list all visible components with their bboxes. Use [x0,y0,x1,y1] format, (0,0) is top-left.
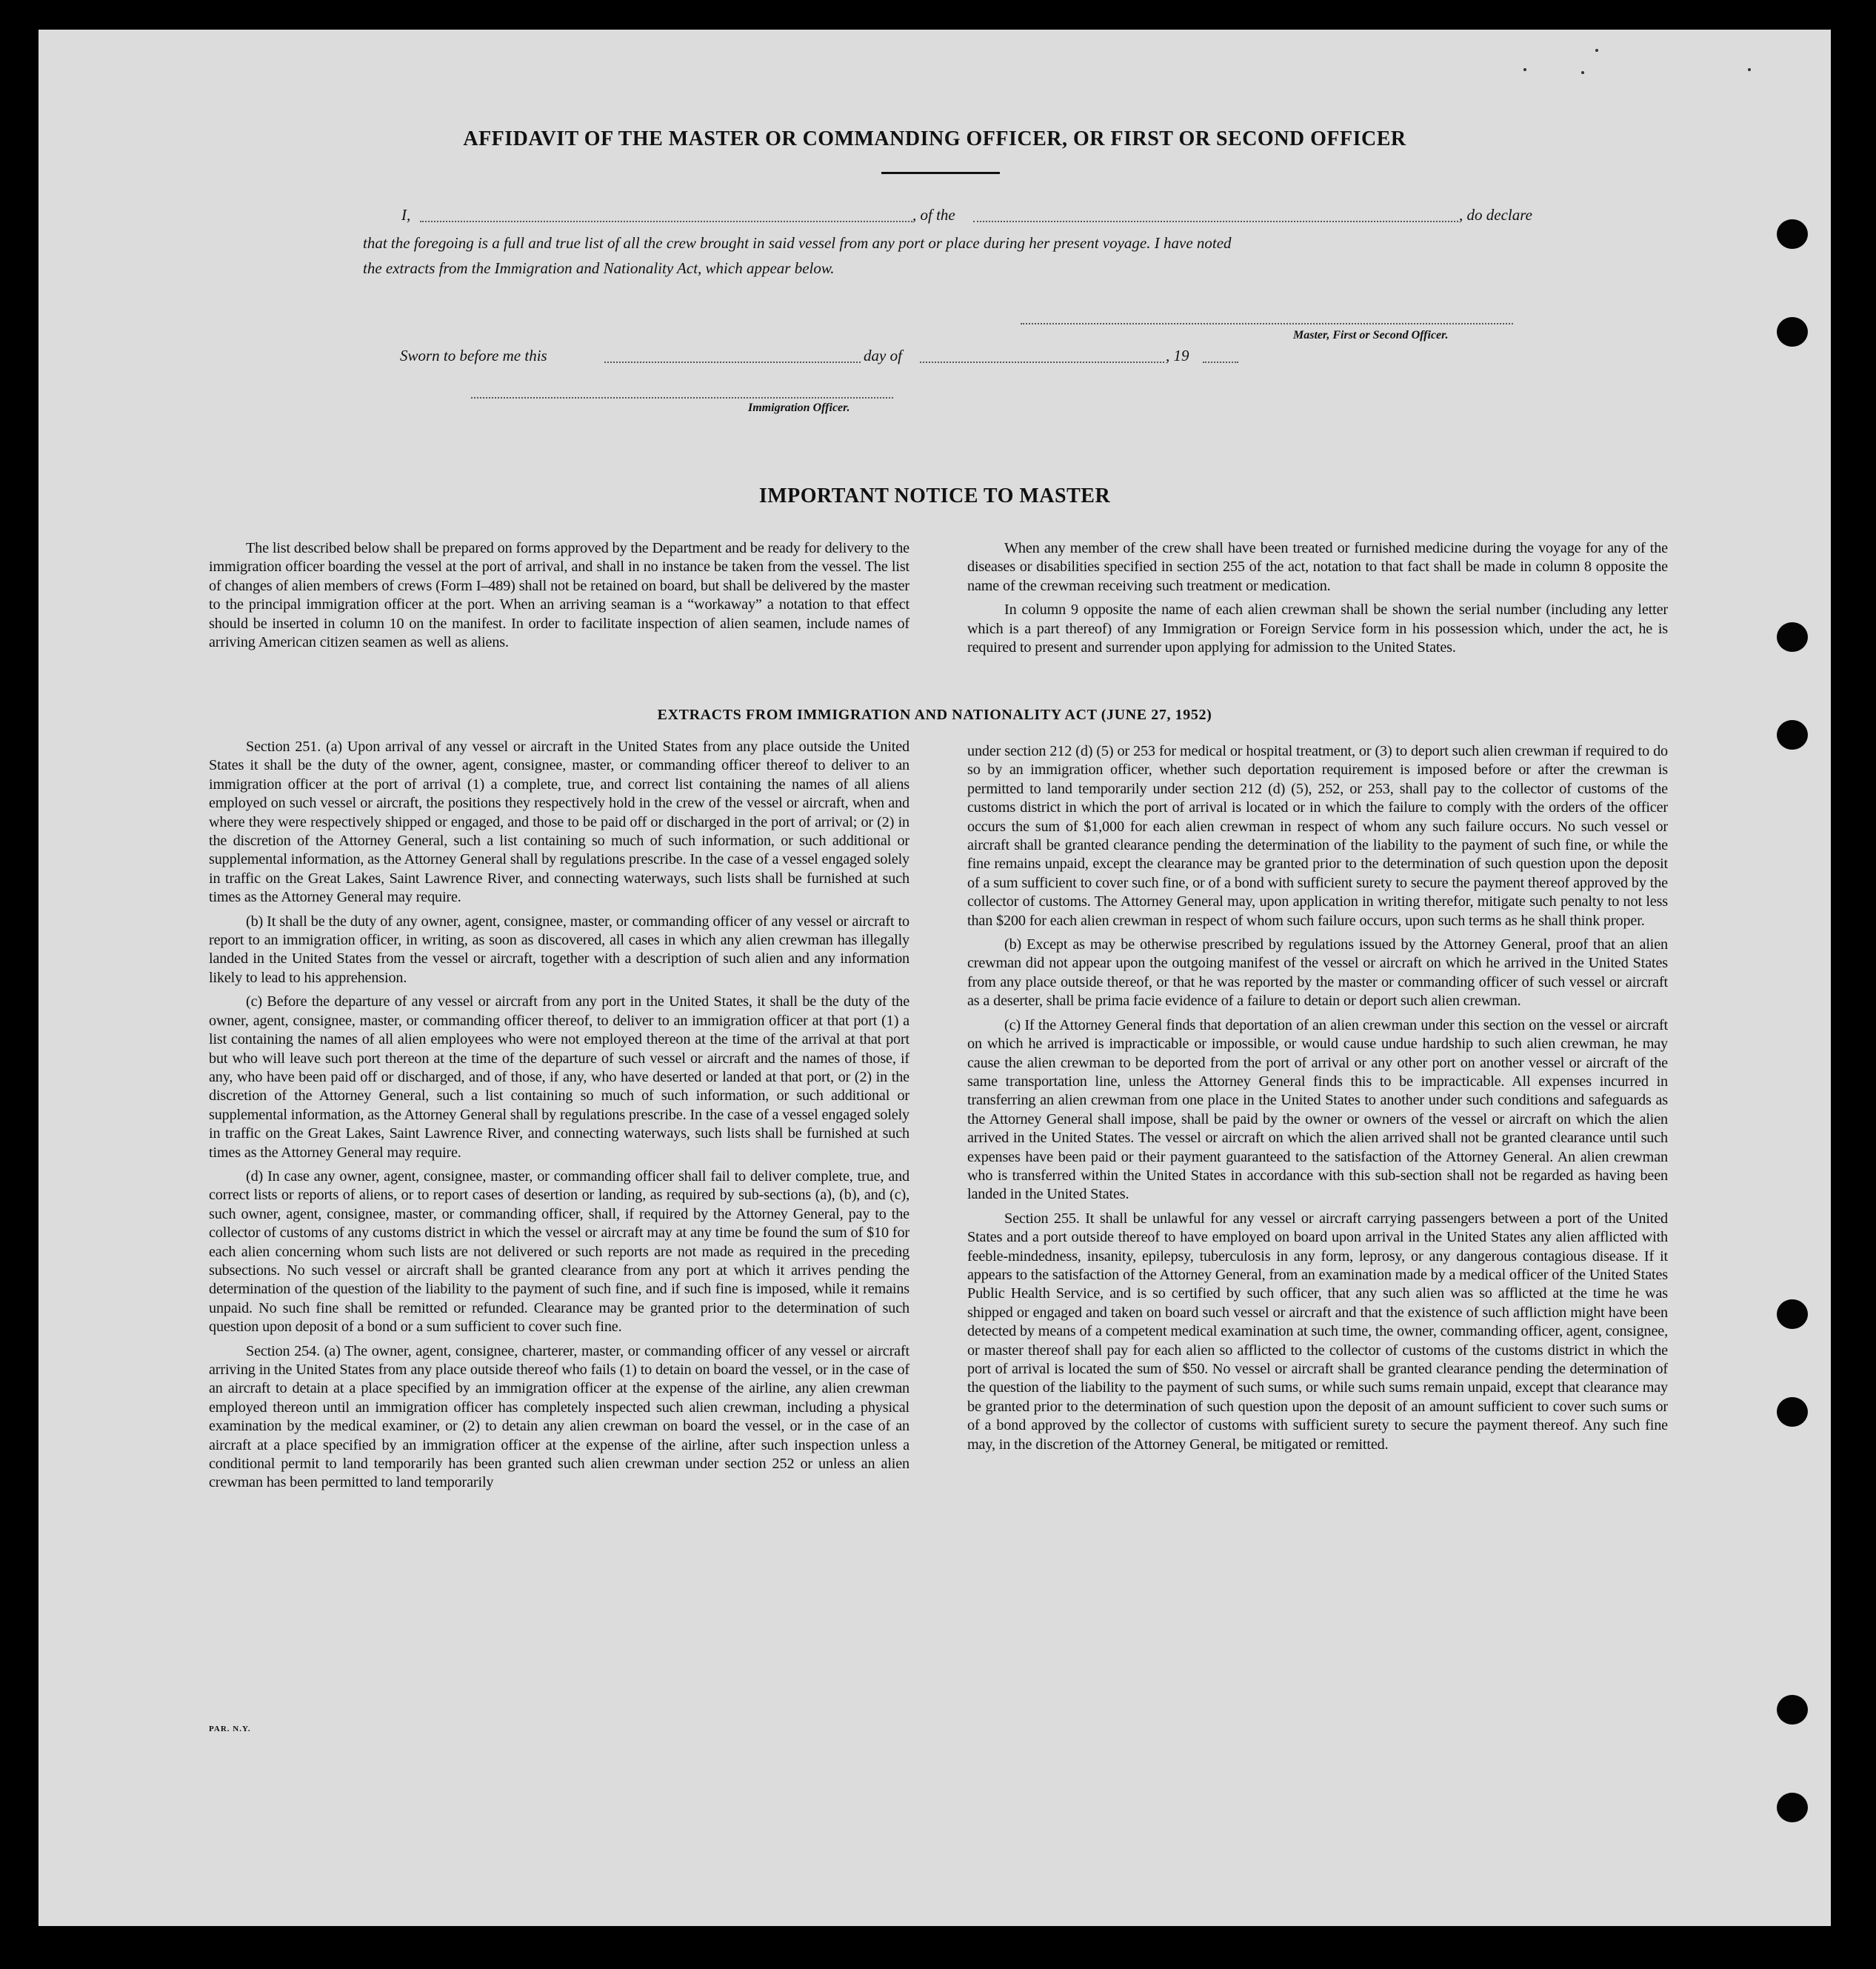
sworn-label: Sworn to before me this [400,347,547,364]
section-254-b: (b) Except as may be otherwise prescribed by regulations issued by the Attorney General, proof that an alien crewman did not appear upon the outgoing manifest of the vessel or aircraft on which he arrived in the United States from any place outside thereof, or that he was reported by the master or commanding officer of such vessel or aircraft as a deserter, shall be prima facie evidence of a failure to detain or deport such alien crewman. [967,936,1668,1010]
speck [1595,49,1598,52]
year-label: , 19 [1166,347,1189,364]
master-signature-line [1021,323,1513,324]
printer-imprint: PAR. N.Y. [209,1725,251,1733]
sworn-day-line [604,362,861,363]
binder-hole [1777,317,1808,347]
binder-hole [1777,622,1808,652]
binder-hole [1777,1793,1808,1822]
declaration-line-3: the extracts from the Immigration and Nationality Act, which appear below. [363,259,835,277]
notice-right-column [967,539,1668,662]
binder-hole [1777,219,1808,249]
i-label: I, [401,206,411,224]
vessel-line [973,221,1458,222]
name-line [420,221,912,222]
section-251-b: (b) It shall be the duty of any owner, agent, consignee, master, or commanding officer of any vessel or aircraft to report to an immigration officer, in writing, as soon as discovered, all cases in which any alien crewman has illegally landed in the United States from the vessel or aircraft, together with a description of such alien and any information likely to lead to his apprehension. [209,913,909,986]
section-251-d: (d) In case any owner, agent, consignee, master, or commanding officer shall fail to deliver complete, true, and correct lists or reports of aliens, or to report cases of desertion or landing, as required by sub-sections (a), (b), and (c), such owner, agent, consignee, master, or commanding officer, shall, if required by the Attorney General, pay to the collector of customs of any customs district in which the vessel or aircraft may at any time be found the sum of $10 for each alien concerning whom such lists are not delivered or such reports are not made as required in the preceding subsections. No such vessel or aircraft shall be granted clearance from any port at which it arrives pending the determination of the question of the liability to the payment of such fine, and if such fine is imposed, while it remains unpaid. No such fine shall be remitted or refunded. Clearance may be granted prior to the determination of such question upon deposit of a bond or a sum sufficient to cover such fine. [209,1167,909,1336]
declaration-line-2: that the foregoing is a full and true list of all the crew brought in said vessel from any port or place during her present voyage. I have noted [363,234,1232,252]
section-251-a: Section 251. (a) Upon arrival of any vessel or aircraft in the United States from any place outside the United States it shall be the duty of the owner, agent, consignee, master, or commanding officer thereof to deliver to an immigration officer at the port of arrival (1) a complete, true, and correct list containing the names of all aliens employed on such vessel or aircraft, the positions they respectively hold in the crew of the vessel or aircraft, when and where they were respectively shipped or engaged, and those to be paid off or discharged in the port of arrival; or (2) in the discretion of the Attorney General, such a list containing so much of such information, or such additional or supplemental information, as the Attorney General shall by regulations prescribe. In the case of a vessel engaged solely in traffic on the Great Lakes, Saint Lawrence River, and connecting waterways, such lists shall be furnished at such times as the Attorney General may require. [209,739,909,906]
extracts-title: EXTRACTS FROM IMMIGRATION AND NATIONALITY ACT (JUNE 27, 1952) [657,707,1212,723]
notice-left-column [209,539,909,657]
extracts-right-column [967,742,1668,1459]
binder-hole [1777,1397,1808,1427]
speck [1748,68,1751,71]
sworn-month-line [920,362,1164,363]
title-rule [881,172,1000,174]
officer-signature-label: Immigration Officer. [748,402,850,414]
notice-title: IMPORTANT NOTICE TO MASTER [758,484,1111,507]
officer-signature-line [471,397,893,399]
day-of-label: day of [864,347,902,364]
master-signature-label: Master, First or Second Officer. [1293,329,1449,342]
of-the-label: , of the [912,206,955,224]
notice-right-paragraph-1: When any member of the crew shall have been treated or furnished medicine during the voyage for any of the diseases or disabilities specified in section 255 of the act, notation to that fact shall be made in column 8 opposite the name of the crewman receiving such treatment or medication. [967,540,1668,594]
sworn-year-line [1203,362,1238,363]
section-254-c: (c) If the Attorney General finds that deportation of an alien crewman under this section on the vessel or aircraft on which he arrived is impracticable or impossible, or would cause undue hardship to such alien crewman, he may cause the alien crewman to be deported from the port of arrival or any other port on another vessel or aircraft of the same transportation line, unless the Attorney General finds this to be impracticable. All expenses incurred in transferring an alien crewman from one place in the United States to another under such conditions and safeguards as the Attorney General shall impose, shall be paid by the owner or owners of the vessel or aircraft on which the alien arrived in the United States. The vessel or aircraft on which the alien arrived shall not be granted clearance until such expenses have been paid or their payment guaranteed to the satisfaction of the Attorney General. An alien crewman who is transferred within the United States in accordance with this sub-section shall not be regarded as having been landed in the United States. [967,1016,1668,1203]
do-declare-label: , do declare [1459,206,1532,224]
affidavit-title: AFFIDAVIT OF THE MASTER OR COMMANDING OFFICER, OR FIRST OR SECOND OFFICER [463,127,1406,150]
binder-hole [1777,1695,1808,1725]
extracts-left-column [209,738,909,1498]
section-254-a-continued: under section 212 (d) (5) or 253 for medical or hospital treatment, or (3) to deport such alien crewman if required to do so by an immigration officer, whether such deportation requirement is imposed before or after the crewman is permitted to land temporarily under section 212 (d) (5), 252, or 253, shall pay to the collector of customs of the customs district in which the port of arrival is located or in which the failure to comply with the orders of the officer occurs the sum of $1,000 for each alien crewman in respect of whom any such failure occurs. No such vessel or aircraft shall be granted clearance pending the determination of the liability to the payment of such fine, or while the fine remains unpaid, except the clearance may be granted prior to the determination of such question upon the deposit of a sum sufficient to cover such fine, or of a bond with sufficient surety to secure the payment thereof approved by the collector of customs. The Attorney General may, upon application in writing therefor, mitigate such penalty to not less than $200 for each alien crewman in respect of whom such failure occurs, upon such terms as he shall think proper. [967,743,1668,929]
speck [1523,68,1526,71]
section-254-a: Section 254. (a) The owner, agent, consignee, charterer, master, or commanding officer of any vessel or aircraft arriving in the United States from any place outside thereof who fails (1) to detain on board the vessel, or in the case of an aircraft to detain at a place specified by an immigration officer at the expense of the airline, any alien crewman employed thereon until an immigration officer has completely inspected such alien crewman, including a physical examination by the medical examiner, or (2) to detain any alien crewman on board the vessel, or in the case of an aircraft at a place specified by an immigration officer at the expense of the airline, after such inspection unless a conditional permit to land temporarily has been granted such alien crewman under section 252 or unless an alien crewman has been permitted to land temporarily [209,1342,909,1491]
speck [1581,71,1584,74]
document-page [39,30,1831,1926]
binder-hole [1777,1299,1808,1329]
notice-right-paragraph-2: In column 9 opposite the name of each alien crewman shall be shown the serial number (including any letter which is a part thereof) of any Immigration or Foreign Service form in his possession which, under the act, he is required to present and surrender upon applying for admission to the United States. [967,602,1668,656]
notice-left-paragraph: The list described below shall be prepared on forms approved by the Department and be ready for delivery to the immigration officer boarding the vessel at the port of arrival, and shall in no instance be taken from the vessel. The list of changes of alien members of crews (Form I–489) shall not be retained on board, but shall be delivered by the master to the principal immigration officer at the port. When an arriving seaman is a “workaway” a notation to that effect should be inserted in column 10 on the manifest. In order to facilitate inspection of alien seamen, include names of arriving American citizen seamen as well as aliens. [209,540,909,651]
section-251-c: (c) Before the departure of any vessel or aircraft from any port in the United States, it shall be the duty of the owner, agent, consignee, master, or commanding officer thereof, to deliver to an immigration officer at that port (1) a list containing the names of all alien employees who were not employed thereon at the time of the arrival at that port but who will leave such port thereon at the time of the departure of such vessel or aircraft and the names of those, if any, who have been paid off or discharged, and of those, if any, who have deserted or landed at that port, or (2) in the discretion of the Attorney General, such a list containing so much of such information, or such additional or supplemental information, as the Attorney General shall by regulations prescribe. In the case of a vessel engaged solely in traffic on the Great Lakes, Saint Lawrence River, and connecting waterways, such lists shall be furnished at such times as the Attorney General may require. [209,993,909,1161]
section-255: Section 255. It shall be unlawful for any vessel or aircraft carrying passengers between a port of the United States and a port outside thereof to have employed on board upon arrival in the United States any alien afflicted with feeble-mindedness, insanity, epilepsy, tuberculosis in any form, leprosy, or any dangerous contagious disease. If it appears to the satisfaction of the Attorney General, from an examination made by a medical officer of the United States Public Health Service, and is so certified by such officer, that any such alien was so afflicted at the time he was shipped or engaged and taken on board such vessel or aircraft and that the existence of such affliction might have been detected by means of a competent medical examination at such time, the owner, commanding officer, agent, consignee, or master thereof shall pay for each alien so afflicted to the collector of customs of the customs district in which the port of arrival is located the sum of $50. No vessel or aircraft shall be granted clearance pending the determination of the question of the liability to the payment of such sums, or while such sums remain unpaid, except that clearance may be granted prior to the determination of such question upon the deposit of an amount sufficient to cover such sums or of a bond approved by the collector of customs with sufficient surety to secure the payment thereof. Any such fine may, in the discretion of the Attorney General, be mitigated or remitted. [967,1210,1668,1453]
binder-hole [1777,720,1808,750]
